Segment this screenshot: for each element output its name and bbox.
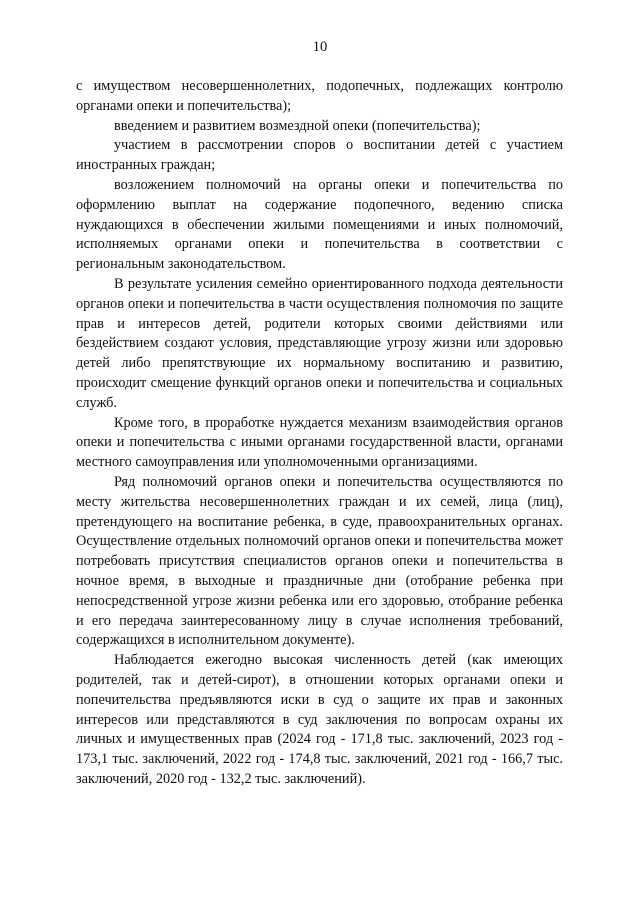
paragraph: Ряд полномочий органов опеки и попечительства осуществляются по месту жительства несовершеннолетних граждан и их семей, лица (лиц), претендующего на воспитание ребенка, в суде, правоохранительных органах. Осуществление отдельных полномочий органов опеки и попечительства может потребовать присутствия специалистов органов опеки и попечительства в ночное время, в выходные и праздничные дни (отобрание ребенка при непосредственной угрозе жизни ребенка или его здоровью, отобрание ребенка и его передача заинтересованному лицу в случае исполнения требований, содержащихся в исполнительном документе). [76, 473, 563, 649]
paragraph-continuation: с имуществом несовершеннолетних, подопечных, подлежащих контролю органами опеки и попечительства); [76, 78, 563, 114]
paragraph: участием в рассмотрении споров о воспитании детей с участием иностранных граждан; [76, 137, 563, 174]
paragraph: Кроме того, в проработке нуждается механизм взаимодействия органов опеки и попечительства с иными органами государственной власти, органами местного самоуправления или уполномоченными организациями. [76, 414, 563, 471]
paragraph: В результате усиления семейно ориентированного подхода деятельности органов опеки и попечительства в части осуществления полномочия по защите прав и интересов детей, родители которых своими действиями или бездействием создают условия, представляющие угрозу жизни или здоровью детей либо препятствующие их нормальному воспитанию и развитию, происходит смещение функций органов опеки и попечительства и социальных служб. [76, 275, 563, 411]
paragraph: Наблюдается ежегодно высокая численность детей (как имеющих родителей, так и детей-сирот), в отношении которых органами опеки и попечительства предъявляются иски в суд о защите их прав и законных интересов или представляются в суд заключения по вопросам охраны их личных и имущественных прав (2024 год - 171,8 тыс. заключений, 2023 год - 173,1 тыс. заключений, 2022 год - 174,8 тыс. заключений, 2021 год - 166,7 тыс. заключений, 2020 год - 132,2 тыс. заключений). [76, 652, 563, 787]
paragraph: возложением полномочий на органы опеки и попечительства по оформлению выплат на содержание подопечного, ведению списка нуждающихся в обеспечении жилыми помещениями и иных полномочий, исполняемых органами опеки и попечительства в соответствии с региональным законодательством. [76, 176, 563, 273]
page-number: 10 [312, 39, 328, 55]
paragraph: введением и развитием возмездной опеки (попечительства); [114, 117, 481, 134]
document-body [76, 77, 563, 790]
